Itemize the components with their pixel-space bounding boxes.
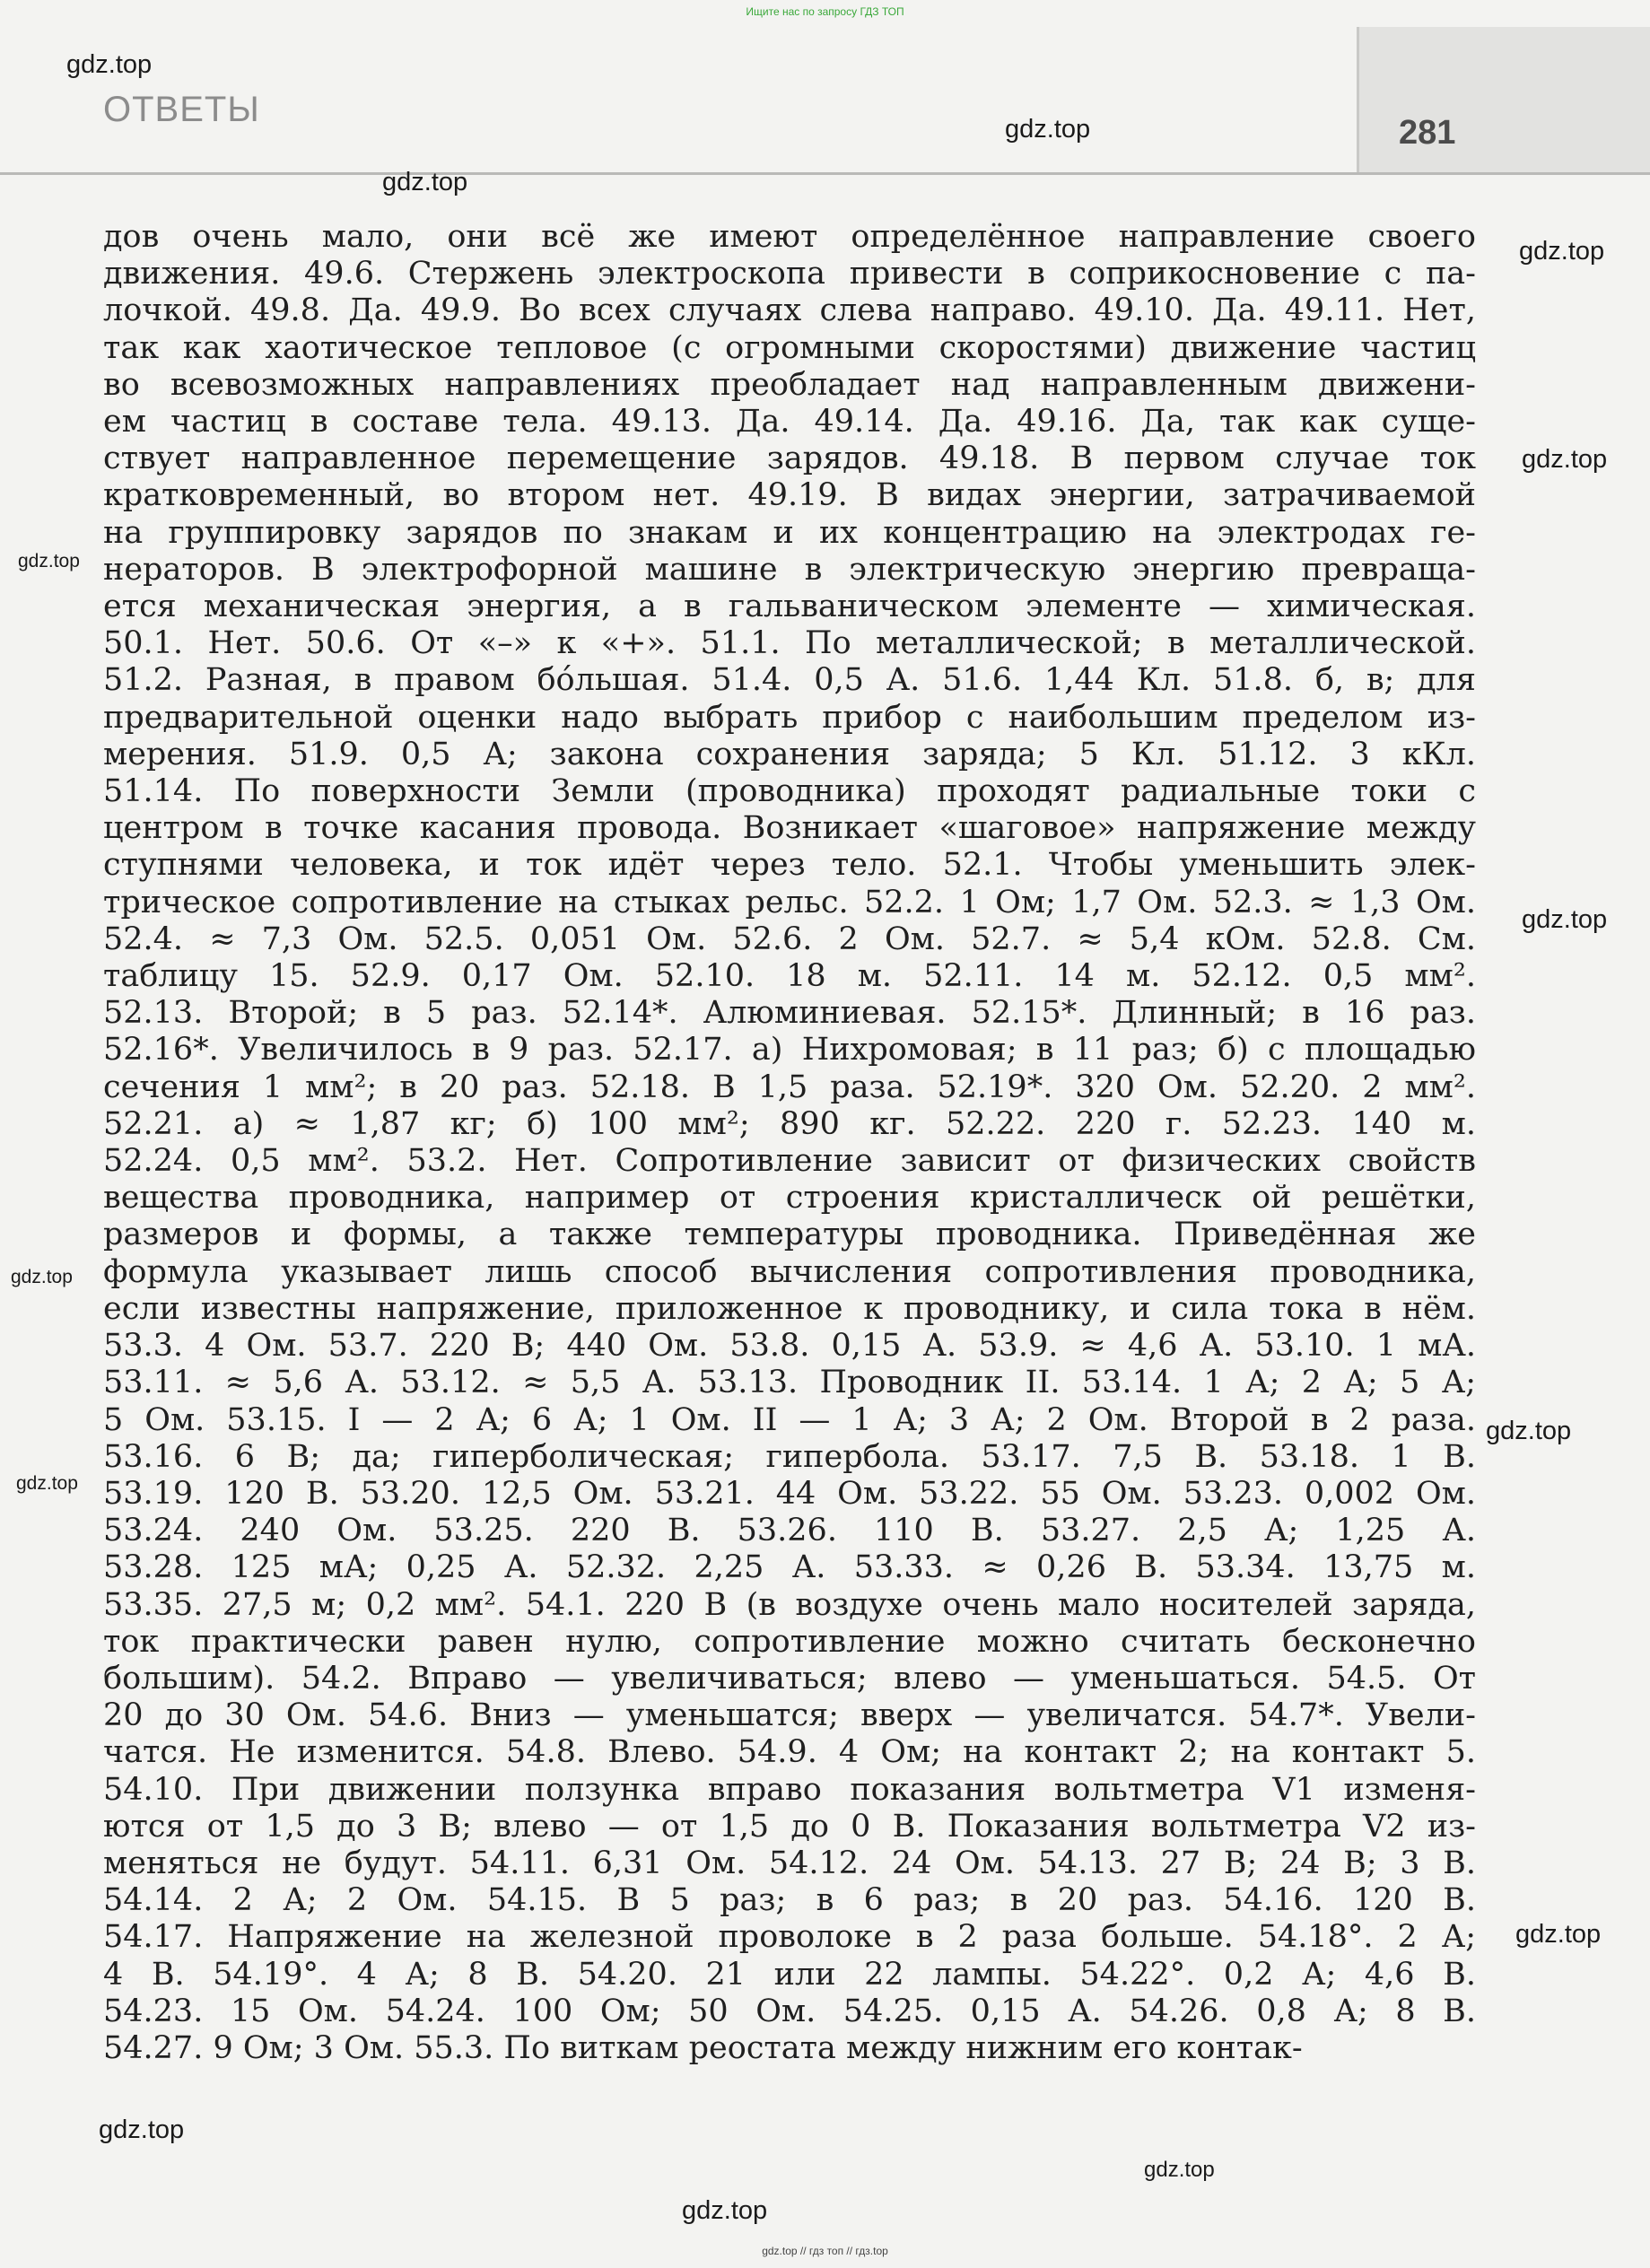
text-line: 52.4. ≈ 7,3 Ом. 52.5. 0,051 Ом. 52.6. 2 Ом. 52.7. ≈ 5,4 кОм. 52.8. См. <box>103 920 1476 957</box>
text-line: 5 Ом. 53.15. I — 2 А; 6 А; 1 Ом. II — 1 А; 3 А; 2 Ом. Второй в 2 раза. <box>103 1401 1476 1438</box>
watermark: gdz.top <box>16 1473 78 1494</box>
text-line: ются от 1,5 до 3 В; влево — от 1,5 до 0 В. Показания вольтметра V2 из- <box>103 1808 1476 1845</box>
text-line: 54.14. 2 А; 2 Ом. 54.15. В 5 раз; в 6 раз; в 20 раз. 54.16. 120 В. <box>103 1882 1476 1919</box>
section-title: ОТВЕТЫ <box>103 90 260 129</box>
text-line: 52.21. а) ≈ 1,87 кг; б) 100 мм²; 890 кг. 52.22. 220 г. 52.23. 140 м. <box>103 1105 1476 1142</box>
text-line: 52.13. Второй; в 5 раз. 52.14*. Алюминиевая. 52.15*. Длинный; в 16 раз. <box>103 995 1476 1032</box>
text-line: кратковременный, во втором нет. 49.19. В видах энергии, затрачиваемой <box>103 477 1476 514</box>
text-line: ствует направленное перемещение зарядов. 49.18. В первом случае ток <box>103 441 1476 477</box>
watermark: gdz.top <box>1519 237 1605 266</box>
footer-links[interactable]: gdz.top // гдз топ // гдз.top <box>762 2245 888 2257</box>
text-line: 53.24. 240 Ом. 53.25. 220 В. 53.26. 110 В. 53.27. 2,5 А; 1,25 А. <box>103 1513 1476 1549</box>
text-line: 54.23. 15 Ом. 54.24. 100 Ом; 50 Ом. 54.25. 0,15 А. 54.26. 0,8 А; 8 В. <box>103 1993 1476 2029</box>
watermark: gdz.top <box>1005 115 1091 144</box>
header-divider <box>0 172 1650 175</box>
text-line: во всевозможных направлениях преобладает над направленным движени- <box>103 366 1476 403</box>
text-line: 54.27. 9 Ом; 3 Ом. 55.3. По виткам реостата между нижним его контак- <box>103 2029 1303 2066</box>
watermark: gdz.top <box>1486 1417 1572 1445</box>
watermark: gdz.top <box>99 2115 185 2144</box>
text-line: 54.17. Напряжение на железной проволоке в 2 раза больше. 54.18°. 2 А; <box>103 1919 1476 1956</box>
text-line: мерения. 51.9. 0,5 А; закона сохранения заряда; 5 Кл. 51.12. 3 кКл. <box>103 736 1476 772</box>
watermark: gdz.top <box>1522 905 1608 934</box>
text-line: меняться не будут. 54.11. 6,31 Ом. 54.12. 24 Ом. 54.13. 27 В; 24 В; 3 В. <box>103 1845 1476 1881</box>
text-line: движения. 49.6. Стержень электроскопа привести в соприкосновение с па- <box>103 256 1476 292</box>
top-banner[interactable]: Ищите нас по запросу ГДЗ ТОП <box>746 5 904 18</box>
text-line: 53.35. 27,5 м; 0,2 мм². 54.1. 220 В (в воздухе очень мало носителей заряда, <box>103 1586 1476 1623</box>
text-line: 50.1. Нет. 50.6. От «–» к «+». 51.1. По металлической; в металлической. <box>103 625 1476 662</box>
page-number: 281 <box>1399 114 1456 152</box>
text-line: формула указывает лишь способ вычисления сопротивления проводника, <box>103 1253 1476 1290</box>
text-line: 4 В. 54.19°. 4 А; 8 В. 54.20. 21 или 22 лампы. 54.22°. 0,2 А; 4,6 В. <box>103 1956 1476 1993</box>
watermark: gdz.top <box>1144 2158 1215 2182</box>
text-line: нераторов. В электрофорной машине в электрическую энергию превраща- <box>103 551 1476 588</box>
text-line: центром в точке касания провода. Возникает «шаговое» напряжение между <box>103 810 1476 847</box>
text-line: ем частиц в составе тела. 49.13. Да. 49.14. Да. 49.16. Да, так как суще- <box>103 404 1476 441</box>
text-line: ступнями человека, и ток идёт через тело. 52.1. Чтобы уменьшить элек- <box>103 847 1476 884</box>
text-line: размеров и формы, а также температуры проводника. Приведённая же <box>103 1217 1476 1253</box>
text-line: трическое сопротивление на стыках рельс. 52.2. 1 Ом; 1,7 Ом. 52.3. ≈ 1,3 Ом. <box>103 884 1476 920</box>
text-line: ток практически равен нулю, сопротивление можно считать бесконечно <box>103 1623 1476 1660</box>
watermark: gdz.top <box>66 50 153 79</box>
answers-text <box>103 219 1476 2067</box>
text-line: чатся. Не изменится. 54.8. Влево. 54.9. 4 Ом; на контакт 2; на контакт 5. <box>103 1734 1476 1771</box>
text-line: предварительной оценки надо выбрать прибор с наибольшим пределом из- <box>103 699 1476 736</box>
text-line: на группировку зарядов по знакам и их концентрацию на электродах ге- <box>103 514 1476 551</box>
text-line: большим). 54.2. Вправо — увеличиваться; влево — уменьшаться. 54.5. От <box>103 1660 1476 1697</box>
text-line: 51.2. Разная, в правом бо́льшая. 51.4. 0,5 А. 51.6. 1,44 Кл. 51.8. б, в; для <box>103 662 1476 699</box>
watermark: gdz.top <box>18 551 80 571</box>
watermark: gdz.top <box>382 168 468 196</box>
text-line: 20 до 30 Ом. 54.6. Вниз — уменьшатся; вверх — увеличатся. 54.7*. Увели- <box>103 1697 1476 1734</box>
text-line: вещества проводника, например от строения кристаллическ ой решётки, <box>103 1180 1476 1217</box>
watermark: gdz.top <box>682 2196 768 2225</box>
text-line: сечения 1 мм²; в 20 раз. 52.18. В 1,5 раза. 52.19*. 320 Ом. 52.20. 2 мм². <box>103 1069 1476 1105</box>
watermark: gdz.top <box>1522 445 1608 474</box>
watermark: gdz.top <box>1515 1920 1602 1949</box>
text-line: так как хаотическое тепловое (с огромными скоростями) движение частиц <box>103 329 1476 366</box>
text-line: 54.10. При движении ползунка вправо показания вольтметра V1 изменя- <box>103 1771 1476 1808</box>
text-line: лочкой. 49.8. Да. 49.9. Во всех случаях слева направо. 49.10. Да. 49.11. Нет, <box>103 292 1476 329</box>
text-line: дов очень мало, они всё же имеют определённое направление своего <box>103 219 1476 255</box>
text-line: 53.16. 6 В; да; гиперболическая; гипербола. 53.17. 7,5 В. 53.18. 1 В. <box>103 1438 1476 1475</box>
watermark: gdz.top <box>11 1267 73 1287</box>
text-line: ется механическая энергия, а в гальваническом элементе — химическая. <box>103 589 1476 625</box>
text-line: 52.16*. Увеличилось в 9 раз. 52.17. а) Нихромовая; в 11 раз; б) с площадью <box>103 1032 1476 1069</box>
text-line: 52.24. 0,5 мм². 53.2. Нет. Сопротивление зависит от физических свойств <box>103 1143 1476 1180</box>
text-line: 53.11. ≈ 5,6 А. 53.12. ≈ 5,5 А. 53.13. Проводник II. 53.14. 1 А; 2 А; 5 А; <box>103 1365 1476 1401</box>
text-line: 53.3. 4 Ом. 53.7. 220 В; 440 Ом. 53.8. 0,15 А. 53.9. ≈ 4,6 А. 53.10. 1 мА. <box>103 1328 1476 1365</box>
text-line: 53.19. 120 В. 53.20. 12,5 Ом. 53.21. 44 Ом. 53.22. 55 Ом. 53.23. 0,002 Ом. <box>103 1475 1476 1512</box>
text-line: 53.28. 125 мА; 0,25 А. 52.32. 2,25 А. 53.33. ≈ 0,26 В. 53.34. 13,75 м. <box>103 1549 1476 1586</box>
text-line: таблицу 15. 52.9. 0,17 Ом. 52.10. 18 м. 52.11. 14 м. 52.12. 0,5 мм². <box>103 958 1476 995</box>
text-line: 51.14. По поверхности Земли (проводника) проходят радиальные токи с <box>103 773 1476 810</box>
text-line: если известны напряжение, приложенное к проводнику, и сила тока в нём. <box>103 1290 1476 1327</box>
